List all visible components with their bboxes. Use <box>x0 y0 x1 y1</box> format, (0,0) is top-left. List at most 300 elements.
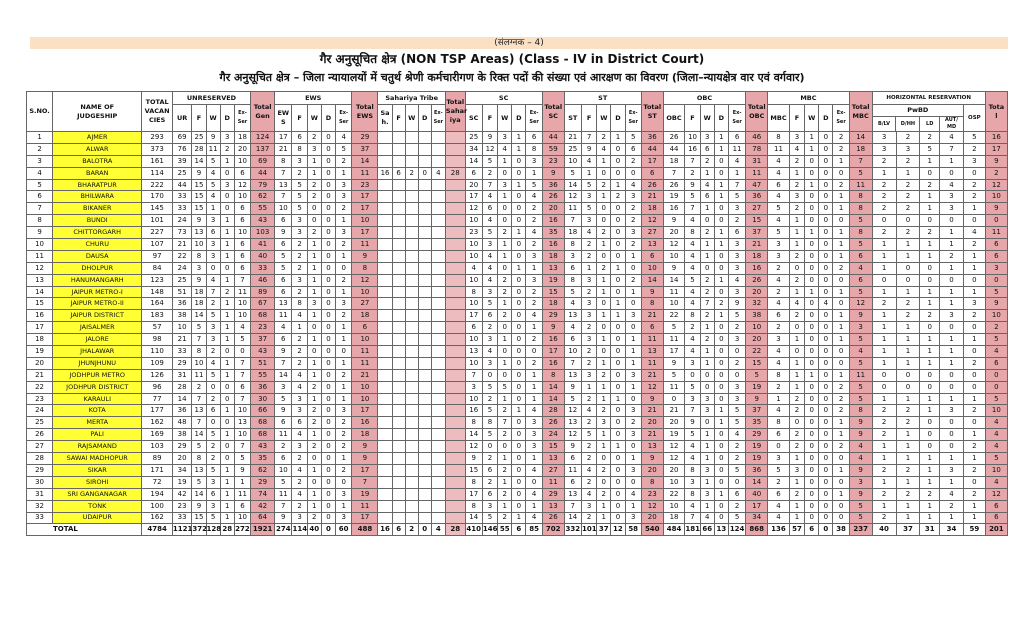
mbc-cell: 0 <box>805 476 819 488</box>
horizontal-cell: 0 <box>963 322 985 334</box>
sc-cell: 4 <box>526 488 542 500</box>
obc-cell: 7 <box>685 203 700 215</box>
obc-cell: 0 <box>714 476 728 488</box>
sahariya-cell <box>378 476 392 488</box>
obc-cell: 9 <box>728 298 745 310</box>
st-cell: 2 <box>581 417 596 429</box>
subheader-autmd <box>940 117 963 131</box>
total-st-cell: 44 <box>641 143 663 155</box>
total-obc-cell: 5 <box>746 369 768 381</box>
ews-cell: 6 <box>275 334 292 346</box>
total-st-cell: 36 <box>641 132 663 144</box>
ur-cell: 1 <box>220 310 234 322</box>
sahariya-cell <box>405 239 418 251</box>
ur-cell: 9 <box>192 167 206 179</box>
ews-cell: 0 <box>321 203 335 215</box>
total-gen-cell: 46 <box>251 274 275 286</box>
judgeship-name: JHUNJHUNU <box>53 357 142 369</box>
ews-cell: 3 <box>292 227 307 239</box>
total-mbc-cell: 5 <box>849 500 872 512</box>
obc-cell: 2 <box>700 310 714 322</box>
obc-cell: 7 <box>663 167 685 179</box>
sc-cell: 3 <box>526 250 542 262</box>
total-st-cell: 21 <box>641 310 663 322</box>
mbc-cell: 1 <box>805 369 819 381</box>
total-sc-cell: 24 <box>542 429 564 441</box>
horizontal-cell: 1 <box>872 286 896 298</box>
total-mbc-cell: 3 <box>849 476 872 488</box>
horizontal-cell: 1 <box>963 512 985 524</box>
st-cell: 9 <box>564 381 581 393</box>
mbc-cell: 38 <box>833 524 849 536</box>
total-obc-cell: 19 <box>746 381 768 393</box>
obc-cell: 3 <box>685 393 700 405</box>
mbc-cell: 6 <box>768 179 790 191</box>
total-ews-cell: 10 <box>352 393 378 405</box>
sahariya-cell <box>431 274 445 286</box>
sc-cell: 0 <box>512 215 526 227</box>
total-sahariya-cell <box>445 215 465 227</box>
sno-cell: 11 <box>27 250 53 262</box>
st-cell: 1 <box>625 500 641 512</box>
total-horizontal-cell: 12 <box>985 488 1007 500</box>
total-gen-cell: 89 <box>251 286 275 298</box>
sahariya-cell <box>405 155 418 167</box>
ur-cell: 7 <box>206 286 220 298</box>
st-cell: 12 <box>564 429 581 441</box>
horizontal-cell: 3 <box>963 298 985 310</box>
ur-cell: 36 <box>172 405 192 417</box>
total-st-cell: 20 <box>641 512 663 524</box>
ur-cell: 28 <box>172 381 192 393</box>
mbc-cell: 1 <box>789 167 804 179</box>
sc-cell: 4 <box>526 310 542 322</box>
ews-cell: 0 <box>321 310 335 322</box>
subheader-sah-line1: Sa <box>380 109 390 117</box>
obc-cell: 2 <box>714 298 728 310</box>
header-horizontal-label: HORIZONTAL RESERVATION <box>886 94 971 101</box>
total-gen-cell: 64 <box>251 512 275 524</box>
horizontal-cell: 37 <box>896 524 920 536</box>
table-row <box>27 417 1008 429</box>
sahariya-cell <box>405 381 418 393</box>
total-mbc-cell: 5 <box>849 286 872 298</box>
header-total-ews-line2: EWS <box>356 111 374 120</box>
total-mbc-cell: 4 <box>849 262 872 274</box>
ews-cell: 2 <box>307 417 321 429</box>
sahariya-cell: 4 <box>431 167 445 179</box>
sahariya-cell: 0 <box>418 167 431 179</box>
st-cell: 2 <box>581 239 596 251</box>
st-cell: 1 <box>597 334 611 346</box>
horizontal-cell: 5 <box>920 143 940 155</box>
sahariya-cell <box>405 262 418 274</box>
judgeship-name: SRI GANGANAGAR <box>53 488 142 500</box>
mbc-cell: 0 <box>789 346 804 358</box>
horizontal-cell: 1 <box>920 250 940 262</box>
ews-cell: 1 <box>307 286 321 298</box>
subheader-ur-f: F <box>192 105 206 132</box>
sc-cell: 4 <box>482 191 497 203</box>
total-sahariya-cell <box>445 500 465 512</box>
obc-cell: 22 <box>663 310 685 322</box>
total-vacancies-cell: 109 <box>142 357 172 369</box>
sc-cell: 25 <box>465 132 482 144</box>
sc-cell: 1 <box>498 155 512 167</box>
obc-cell: 4 <box>685 250 700 262</box>
sc-cell: 2 <box>498 488 512 500</box>
ews-cell: 9 <box>275 227 292 239</box>
total-sahariya-cell <box>445 227 465 239</box>
obc-cell: 10 <box>685 132 700 144</box>
ur-cell: 20 <box>172 453 192 465</box>
st-cell: 1 <box>597 512 611 524</box>
ur-cell: 272 <box>234 524 250 536</box>
sahariya-cell <box>392 476 405 488</box>
horizontal-cell: 0 <box>963 215 985 227</box>
obc-cell: 0 <box>714 322 728 334</box>
mbc-cell: 0 <box>833 215 849 227</box>
sno-cell: 25 <box>27 417 53 429</box>
horizontal-cell: 1 <box>920 476 940 488</box>
mbc-cell: 2 <box>789 488 804 500</box>
ews-cell: 0 <box>321 274 335 286</box>
sahariya-cell: 16 <box>378 524 392 536</box>
obc-cell: 6 <box>728 132 745 144</box>
total-vacancies-cell: 145 <box>142 203 172 215</box>
sahariya-cell <box>418 286 431 298</box>
sahariya-cell <box>418 250 431 262</box>
ur-cell: 0 <box>220 393 234 405</box>
mbc-cell: 0 <box>819 310 833 322</box>
ews-cell: 1 <box>307 262 321 274</box>
st-cell: 0 <box>625 441 641 453</box>
st-cell: 8 <box>564 239 581 251</box>
total-gen-cell: 62 <box>251 191 275 203</box>
obc-cell: 0 <box>714 453 728 465</box>
st-cell: 10 <box>564 346 581 358</box>
ews-cell: 6 <box>275 286 292 298</box>
ur-cell: 10 <box>234 227 250 239</box>
ur-cell: 6 <box>206 405 220 417</box>
sc-cell: 5 <box>482 381 497 393</box>
obc-cell: 18 <box>663 512 685 524</box>
total-ews-cell: 9 <box>352 453 378 465</box>
obc-cell: 4 <box>685 500 700 512</box>
st-cell: 58 <box>625 524 641 536</box>
ur-cell: 2 <box>206 298 220 310</box>
horizontal-cell: 1 <box>896 441 920 453</box>
sc-cell: 6 <box>482 310 497 322</box>
ews-cell: 0 <box>321 405 335 417</box>
horizontal-cell: 2 <box>872 417 896 429</box>
sc-cell: 1 <box>512 227 526 239</box>
sahariya-cell <box>418 203 431 215</box>
mbc-cell: 0 <box>805 310 819 322</box>
mbc-cell: 6 <box>805 524 819 536</box>
horizontal-cell: 40 <box>872 524 896 536</box>
total-sc-cell: 13 <box>542 453 564 465</box>
ur-cell: 5 <box>192 476 206 488</box>
sno-cell: 28 <box>27 453 53 465</box>
ews-cell: 2 <box>292 476 307 488</box>
horizontal-cell: 2 <box>872 227 896 239</box>
mbc-cell: 0 <box>819 441 833 453</box>
sahariya-cell <box>378 215 392 227</box>
mbc-cell: 0 <box>805 298 819 310</box>
horizontal-cell: 1 <box>920 512 940 524</box>
st-cell: 1 <box>625 334 641 346</box>
subheader-obc-d: D <box>714 105 728 132</box>
total-st-cell: 13 <box>641 441 663 453</box>
st-cell: 101 <box>581 524 596 536</box>
table-row <box>27 453 1008 465</box>
sahariya-cell <box>378 262 392 274</box>
sc-cell: 0 <box>512 239 526 251</box>
obc-cell: 1 <box>714 143 728 155</box>
mbc-cell: 3 <box>789 464 804 476</box>
header-total-obc-line1: Total <box>747 102 766 111</box>
subheader-st-f: F <box>581 105 596 132</box>
ews-cell: 4 <box>275 322 292 334</box>
total-sahariya-cell <box>445 298 465 310</box>
subheader-st-w: W <box>597 105 611 132</box>
sahariya-cell <box>418 429 431 441</box>
ur-cell: 1 <box>220 464 234 476</box>
judgeship-name: HANUMANGARH <box>53 274 142 286</box>
total-ews-cell: 11 <box>352 500 378 512</box>
ews-cell: 0 <box>321 227 335 239</box>
total-mbc-cell: 5 <box>849 512 872 524</box>
header-total-obc <box>746 92 768 132</box>
mbc-cell: 0 <box>805 274 819 286</box>
obc-cell: 11 <box>663 381 685 393</box>
ur-cell: 5 <box>234 453 250 465</box>
total-ews-cell: 9 <box>352 250 378 262</box>
ur-cell: 5 <box>206 429 220 441</box>
table-row <box>27 405 1008 417</box>
ur-cell: 5 <box>234 334 250 346</box>
obc-cell: 3 <box>700 405 714 417</box>
obc-cell: 2 <box>700 286 714 298</box>
ews-cell: 2 <box>292 250 307 262</box>
header-mbc: MBC <box>768 92 850 105</box>
sc-cell: 6 <box>465 322 482 334</box>
sno-cell: 33 <box>27 512 53 524</box>
st-cell: 2 <box>597 262 611 274</box>
st-cell: 3 <box>625 464 641 476</box>
total-sahariya-cell <box>445 179 465 191</box>
total-st-cell: 6 <box>641 250 663 262</box>
ur-cell: 25 <box>172 274 192 286</box>
mbc-cell: 8 <box>768 417 790 429</box>
total-vacancies-cell: 171 <box>142 464 172 476</box>
table-row <box>27 239 1008 251</box>
sahariya-cell <box>392 155 405 167</box>
obc-cell: 4 <box>728 274 745 286</box>
sno-cell: 14 <box>27 286 53 298</box>
ews-cell: 0 <box>336 262 352 274</box>
total-sahariya-cell <box>445 357 465 369</box>
judgeship-name: JODHPUR METRO <box>53 369 142 381</box>
sc-cell: 4 <box>526 191 542 203</box>
obc-cell: 2 <box>728 215 745 227</box>
mbc-cell: 0 <box>833 357 849 369</box>
subheader-mbc-w: W <box>805 105 819 132</box>
total-vacancies-cell: 72 <box>142 476 172 488</box>
obc-cell: 5 <box>685 381 700 393</box>
sahariya-cell <box>378 346 392 358</box>
judgeship-name: JAIPUR METRO-II <box>53 298 142 310</box>
st-cell: 0 <box>597 453 611 465</box>
mbc-cell: 2 <box>833 405 849 417</box>
ur-cell: 6 <box>234 500 250 512</box>
ur-cell: 7 <box>234 441 250 453</box>
subheader-ews <box>275 105 292 132</box>
sno-cell: 27 <box>27 441 53 453</box>
subheader-blv: B/LV <box>873 117 897 131</box>
ur-cell: 372 <box>192 524 206 536</box>
ur-cell: 8 <box>192 346 206 358</box>
obc-cell: 0 <box>714 441 728 453</box>
sno-cell: 24 <box>27 405 53 417</box>
subheader-autmd-line1: AUT/ <box>945 117 959 123</box>
header-vac-line3: CIES <box>148 116 166 124</box>
sahariya-cell: 16 <box>378 167 392 179</box>
horizontal-cell: 1 <box>963 262 985 274</box>
sno-cell: 30 <box>27 476 53 488</box>
obc-cell: 0 <box>714 512 728 524</box>
sahariya-cell <box>378 322 392 334</box>
sahariya-cell <box>418 334 431 346</box>
sahariya-cell <box>392 453 405 465</box>
horizontal-cell: 2 <box>872 429 896 441</box>
obc-cell: 4 <box>700 512 714 524</box>
sahariya-cell <box>418 464 431 476</box>
obc-cell: 5 <box>728 310 745 322</box>
obc-cell: 11 <box>728 143 745 155</box>
total-ews-cell: 488 <box>352 524 378 536</box>
ur-cell: 7 <box>192 393 206 405</box>
obc-cell: 7 <box>700 298 714 310</box>
ews-cell: 1 <box>307 334 321 346</box>
sc-cell: 3 <box>526 441 542 453</box>
ur-cell: 14 <box>172 393 192 405</box>
obc-cell: 0 <box>700 215 714 227</box>
st-cell: 0 <box>611 286 625 298</box>
table-row <box>27 381 1008 393</box>
ur-cell: 0 <box>220 191 234 203</box>
total-sahariya-cell <box>445 191 465 203</box>
obc-cell: 0 <box>714 429 728 441</box>
sc-cell: 6 <box>526 132 542 144</box>
ews-cell: 0 <box>321 215 335 227</box>
ur-cell: 33 <box>172 512 192 524</box>
table-row <box>27 143 1008 155</box>
ur-cell: 23 <box>172 500 192 512</box>
vacancy-table <box>26 91 1008 536</box>
judgeship-name: SIROHI <box>53 476 142 488</box>
total-sahariya-cell <box>445 476 465 488</box>
sahariya-cell <box>418 500 431 512</box>
st-cell: 1 <box>597 310 611 322</box>
total-obc-cell: 36 <box>746 191 768 203</box>
horizontal-cell: 3 <box>872 143 896 155</box>
horizontal-cell: 1 <box>896 286 920 298</box>
ur-cell: 1 <box>220 250 234 262</box>
sc-cell: 3 <box>465 381 482 393</box>
total-horizontal-cell: 0 <box>985 215 1007 227</box>
total-vacancies-cell: 97 <box>142 250 172 262</box>
total-horizontal-cell: 17 <box>985 143 1007 155</box>
sno-cell: 3 <box>27 155 53 167</box>
horizontal-cell: 1 <box>872 357 896 369</box>
obc-cell: 4 <box>685 239 700 251</box>
horizontal-cell: 0 <box>940 429 964 441</box>
ews-cell: 4 <box>292 310 307 322</box>
total-gen-cell: 51 <box>251 357 275 369</box>
st-cell: 2 <box>581 453 596 465</box>
sahariya-cell <box>418 393 431 405</box>
st-cell: 0 <box>597 215 611 227</box>
total-ews-cell: 27 <box>352 298 378 310</box>
st-cell: 21 <box>564 132 581 144</box>
mbc-cell: 0 <box>819 286 833 298</box>
sahariya-cell <box>405 227 418 239</box>
ews-cell: 1 <box>307 488 321 500</box>
ews-cell: 13 <box>275 298 292 310</box>
ews-cell: 6 <box>275 417 292 429</box>
total-ews-cell: 29 <box>352 132 378 144</box>
ur-cell: 2 <box>206 346 220 358</box>
total-vacancies-cell: 96 <box>142 381 172 393</box>
ews-cell: 0 <box>321 417 335 429</box>
ur-cell: 31 <box>172 369 192 381</box>
mbc-cell: 0 <box>805 441 819 453</box>
total-gen-cell: 23 <box>251 322 275 334</box>
mbc-cell: 2 <box>789 179 804 191</box>
horizontal-cell: 1 <box>896 167 920 179</box>
obc-cell: 18 <box>663 155 685 167</box>
ews-cell: 13 <box>275 179 292 191</box>
header-judgeship-line1: NAME OF <box>80 102 115 111</box>
sahariya-cell <box>392 286 405 298</box>
ews-cell: 1 <box>307 274 321 286</box>
obc-cell: 4 <box>728 155 745 167</box>
sc-cell: 3 <box>482 239 497 251</box>
horizontal-cell: 2 <box>920 310 940 322</box>
mbc-cell: 0 <box>819 453 833 465</box>
total-sc-cell: 23 <box>542 155 564 167</box>
sahariya-cell <box>418 453 431 465</box>
ews-cell: 1 <box>307 250 321 262</box>
st-cell: 0 <box>611 417 625 429</box>
sc-cell: 10 <box>465 298 482 310</box>
total-obc-cell: 78 <box>746 143 768 155</box>
total-horizontal-cell: 16 <box>985 132 1007 144</box>
sahariya-cell <box>392 215 405 227</box>
ews-cell: 0 <box>307 453 321 465</box>
total-sahariya-cell: 28 <box>445 167 465 179</box>
total-sahariya-cell <box>445 346 465 358</box>
horizontal-cell: 1 <box>940 476 964 488</box>
header-total-mbc-line2: MBC <box>852 111 869 120</box>
horizontal-cell: 1 <box>940 298 964 310</box>
sc-cell: 1 <box>498 334 512 346</box>
sc-cell: 0 <box>512 417 526 429</box>
mbc-cell: 0 <box>819 405 833 417</box>
obc-cell: 9 <box>685 179 700 191</box>
